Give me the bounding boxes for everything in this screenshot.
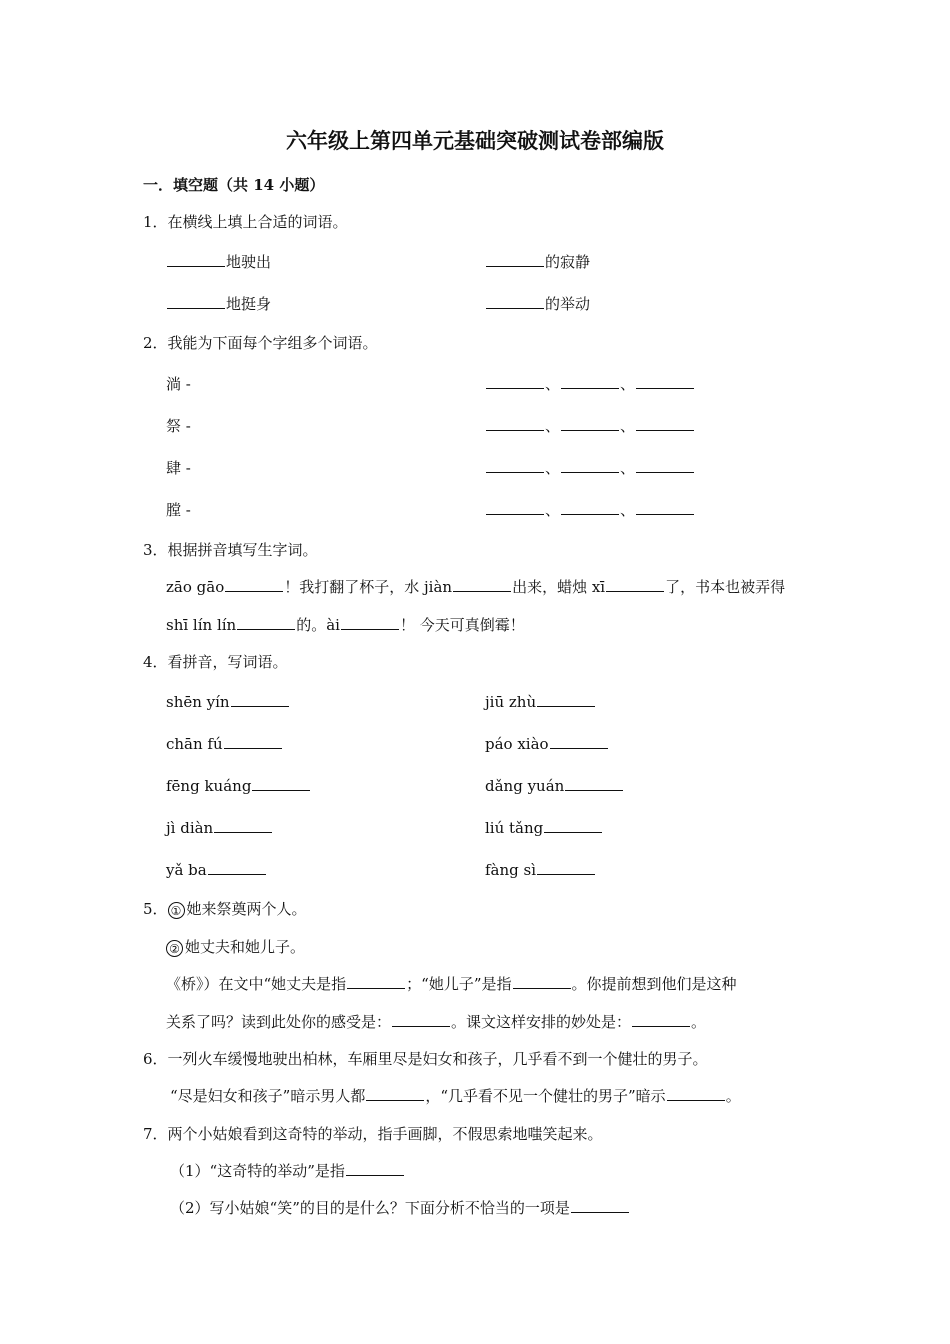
answer-blank[interactable] <box>537 692 595 707</box>
circled-two-icon: ② <box>166 940 183 957</box>
separator: 、 <box>545 459 561 477</box>
q3-text-3: 了，书本也被弄得 <box>665 578 786 596</box>
q5-text-3: 。你提前想到他们是这种 <box>571 975 737 993</box>
pinyin: páo xiào <box>485 735 549 753</box>
answer-blank[interactable] <box>214 818 272 833</box>
q2-blanks-3 <box>485 458 695 478</box>
separator: 、 <box>545 375 561 393</box>
separator: 、 <box>620 501 636 519</box>
circled-one-icon: ① <box>168 902 185 919</box>
q1-item-1 <box>166 252 271 272</box>
q2-char-1: 淌 - <box>166 375 191 393</box>
question-1-stem: 1．在横线上填上合适的词语。 <box>143 213 348 231</box>
section-heading: 一．填空题（共 14 小题） <box>143 176 325 194</box>
question-2-stem: 2．我能为下面每个字组多个词语。 <box>143 334 378 352</box>
separator: 、 <box>620 417 636 435</box>
page-title: 六年级上第四单元基础突破测试卷部编版 <box>286 128 664 153</box>
q4-left-2 <box>166 734 283 754</box>
answer-blank[interactable] <box>167 252 225 267</box>
pinyin: fēng kuáng <box>166 777 252 795</box>
answer-blank[interactable] <box>486 500 544 515</box>
question-3-stem: 3．根据拼音填写生字词。 <box>143 541 318 559</box>
q2-blanks-1 <box>485 374 695 394</box>
q5-text-4: 关系了吗？读到此处你的感受是： <box>166 1013 392 1031</box>
answer-blank[interactable] <box>224 734 282 749</box>
q1-item-4 <box>485 294 590 314</box>
separator: 、 <box>620 375 636 393</box>
answer-blank[interactable] <box>346 1161 404 1176</box>
answer-blank[interactable] <box>561 374 619 389</box>
answer-blank[interactable] <box>392 1012 450 1027</box>
answer-blank[interactable] <box>667 1086 725 1101</box>
answer-blank[interactable] <box>636 374 694 389</box>
q4-right-2 <box>485 734 609 754</box>
q5-text-2: ；“她儿子”是指 <box>406 975 512 993</box>
question-6-stem: 6．一列火车缓慢地驶出柏林，车厢里尽是妇女和孩子，几乎看不到一个健壮的男子。 <box>143 1050 708 1068</box>
q2-char-4: 膛 - <box>166 501 191 519</box>
answer-blank[interactable] <box>561 458 619 473</box>
answer-blank[interactable] <box>636 500 694 515</box>
q2-blanks-4 <box>485 500 695 520</box>
pinyin: jì diàn <box>166 819 214 837</box>
question-5-line-4 <box>166 1012 706 1032</box>
q1-item-1-text: 地驶出 <box>226 253 272 271</box>
answer-blank[interactable] <box>225 577 283 592</box>
answer-blank[interactable] <box>453 577 511 592</box>
question-number: 5． <box>143 900 168 918</box>
q5-text-1: 《桥》）在文中“她丈夫是指 <box>166 975 347 993</box>
question-5-line-1 <box>143 899 307 919</box>
q4-right-3 <box>485 776 624 796</box>
answer-blank[interactable] <box>632 1012 690 1027</box>
q3-line-2 <box>166 615 525 635</box>
answer-blank[interactable] <box>167 294 225 309</box>
answer-blank[interactable] <box>237 615 295 630</box>
q4-left-1 <box>166 692 290 712</box>
q3-text-5: ！ 今天可真倒霉！ <box>399 616 525 634</box>
q2-char-3: 肆 - <box>166 459 191 477</box>
q4-right-4 <box>485 818 603 838</box>
answer-blank[interactable] <box>252 776 310 791</box>
answer-blank[interactable] <box>561 416 619 431</box>
q3-pinyin-zaogao: zāo gāo <box>166 578 225 596</box>
question-7-sub-1 <box>170 1161 405 1181</box>
separator: 、 <box>620 459 636 477</box>
question-6-prompt <box>170 1086 741 1106</box>
q1-item-2-text: 的寂静 <box>545 253 591 271</box>
answer-blank[interactable] <box>208 860 266 875</box>
separator: 、 <box>545 417 561 435</box>
q3-text-2: 出来，蜡烛 xī <box>512 578 606 596</box>
pinyin: chān fú <box>166 735 223 753</box>
q3-line-1 <box>166 577 785 597</box>
pinyin: fàng sì <box>485 861 537 879</box>
pinyin: yǎ ba <box>166 861 207 879</box>
question-7-stem: 7．两个小姑娘看到这奇特的举动，指手画脚，不假思索地嗤笑起来。 <box>143 1125 603 1143</box>
answer-blank[interactable] <box>565 776 623 791</box>
q4-right-5 <box>485 860 596 880</box>
answer-blank[interactable] <box>513 974 571 989</box>
pinyin: liú tǎng <box>485 819 544 837</box>
answer-blank[interactable] <box>486 252 544 267</box>
answer-blank[interactable] <box>231 692 289 707</box>
q3-pinyin-shilinlin: shī lín lín <box>166 616 237 634</box>
question-4-stem: 4．看拼音，写词语。 <box>143 653 288 671</box>
q4-left-3 <box>166 776 311 796</box>
q2-char-2: 祭 - <box>166 417 191 435</box>
q3-text-1: ！我打翻了杯子，水 jiàn <box>284 578 453 596</box>
pinyin: jiū zhù <box>485 693 537 711</box>
separator: 、 <box>545 501 561 519</box>
answer-blank[interactable] <box>486 294 544 309</box>
q3-text-4: 的。ài <box>296 616 340 634</box>
answer-blank[interactable] <box>486 416 544 431</box>
answer-blank[interactable] <box>636 458 694 473</box>
q6-text-3: 。 <box>725 1087 741 1105</box>
question-5-line-3 <box>166 974 737 994</box>
answer-blank[interactable] <box>341 615 399 630</box>
q5-sentence-1: 她来祭奠两个人。 <box>186 900 307 918</box>
q5-sentence-2: 她丈夫和她儿子。 <box>185 938 306 956</box>
answer-blank[interactable] <box>486 458 544 473</box>
pinyin: dǎng yuán <box>485 777 565 795</box>
q4-right-1 <box>485 692 596 712</box>
q2-blanks-2 <box>485 416 695 436</box>
q1-item-3-text: 地挺身 <box>226 295 272 313</box>
answer-blank[interactable] <box>550 734 608 749</box>
question-5-line-2 <box>166 937 305 957</box>
q1-item-3 <box>166 294 271 314</box>
q5-text-5: 。课文这样安排的妙处是： <box>451 1013 632 1031</box>
q6-text-2: ，“几乎看不见一个健壮的男子”暗示 <box>425 1087 666 1105</box>
answer-blank[interactable] <box>571 1198 629 1213</box>
answer-blank[interactable] <box>544 818 602 833</box>
q7-sub-1-text: （1）“这奇特的举动”是指 <box>170 1162 345 1180</box>
q1-item-4-text: 的举动 <box>545 295 591 313</box>
q7-sub-2-text: （2）写小姑娘“笑”的目的是什么？下面分析不恰当的一项是 <box>170 1199 570 1217</box>
q4-left-5 <box>166 860 267 880</box>
question-7-sub-2 <box>170 1198 630 1218</box>
q1-item-2 <box>485 252 590 272</box>
q6-text-1: “尽是妇女和孩子”暗示男人都 <box>170 1087 366 1105</box>
answer-blank[interactable] <box>606 577 664 592</box>
answer-blank[interactable] <box>561 500 619 515</box>
answer-blank[interactable] <box>486 374 544 389</box>
answer-blank[interactable] <box>347 974 405 989</box>
answer-blank[interactable] <box>636 416 694 431</box>
q5-text-6: 。 <box>691 1013 707 1031</box>
answer-blank[interactable] <box>537 860 595 875</box>
q4-left-4 <box>166 818 273 838</box>
pinyin: shēn yín <box>166 693 230 711</box>
answer-blank[interactable] <box>366 1086 424 1101</box>
